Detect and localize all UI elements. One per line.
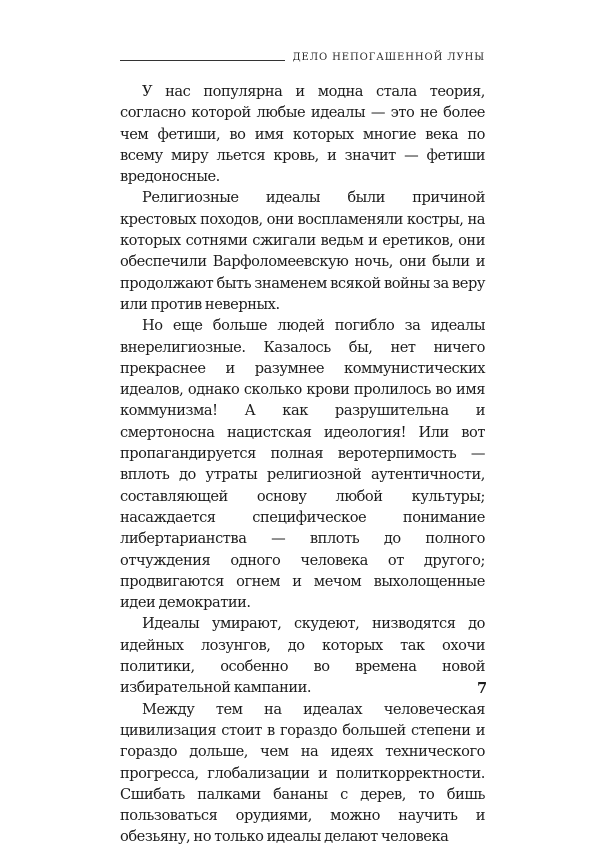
paragraph: Но еще больше людей погибло за идеалы внерелигиозные. Казалось бы, нет ничего прекраснее и разумнее коммунистических идеалов, однако сколько крови пролилось во имя коммунизма! А как разрушительна и смертоносна нацистская идеология! Или вот пропагандируется полная веротерпимость — вплоть до утраты религиозной аутентичности, составляющей основу любой культуры; насаждается специфическое понимание либертарианства — вплоть до полного отчуждения одного человека от другого; продвигаются огнем и мечом выхолощенные идеи демократии. [120,317,485,612]
paragraph: Идеалы умирают, скудеют, низводятся до идейных лозунгов, до которых так охочи политики, особенно во времена новой избирательной кампании. [120,615,485,697]
running-header [120,50,485,66]
header-rule [120,60,285,61]
body-text [120,81,488,848]
running-header-title: ДЕЛО НЕПОГАШЕННОЙ ЛУНЫ [292,52,485,63]
paragraph: У нас популярна и модна стала теория, согласно которой любые идеалы — это не более чем фетиши, во имя которых многие века по всему миру льется кровь, и значит — фетиши вредоносные. [120,83,485,186]
paragraph: Религиозные идеалы были причиной крестовых походов, они воспламеняли костры, на которых сотнями сжигали ведьм и еретиков, они обеспечили Варфоломеевскую ночь, они были и продолжают быть знаменем всякой войны за веру или против неверных. [120,189,485,313]
paragraph: Между тем на идеалах человеческая цивилизация стоит в гораздо большей степени и гораздо дольше, чем на идеях технического прогресса, глобализации и политкорректности. Сшибать палками бананы с дерев, то бишь пользоваться орудиями, можно научить и обезьяну, но только идеалы делают человека [120,700,485,846]
page-number: 7 [477,680,488,697]
